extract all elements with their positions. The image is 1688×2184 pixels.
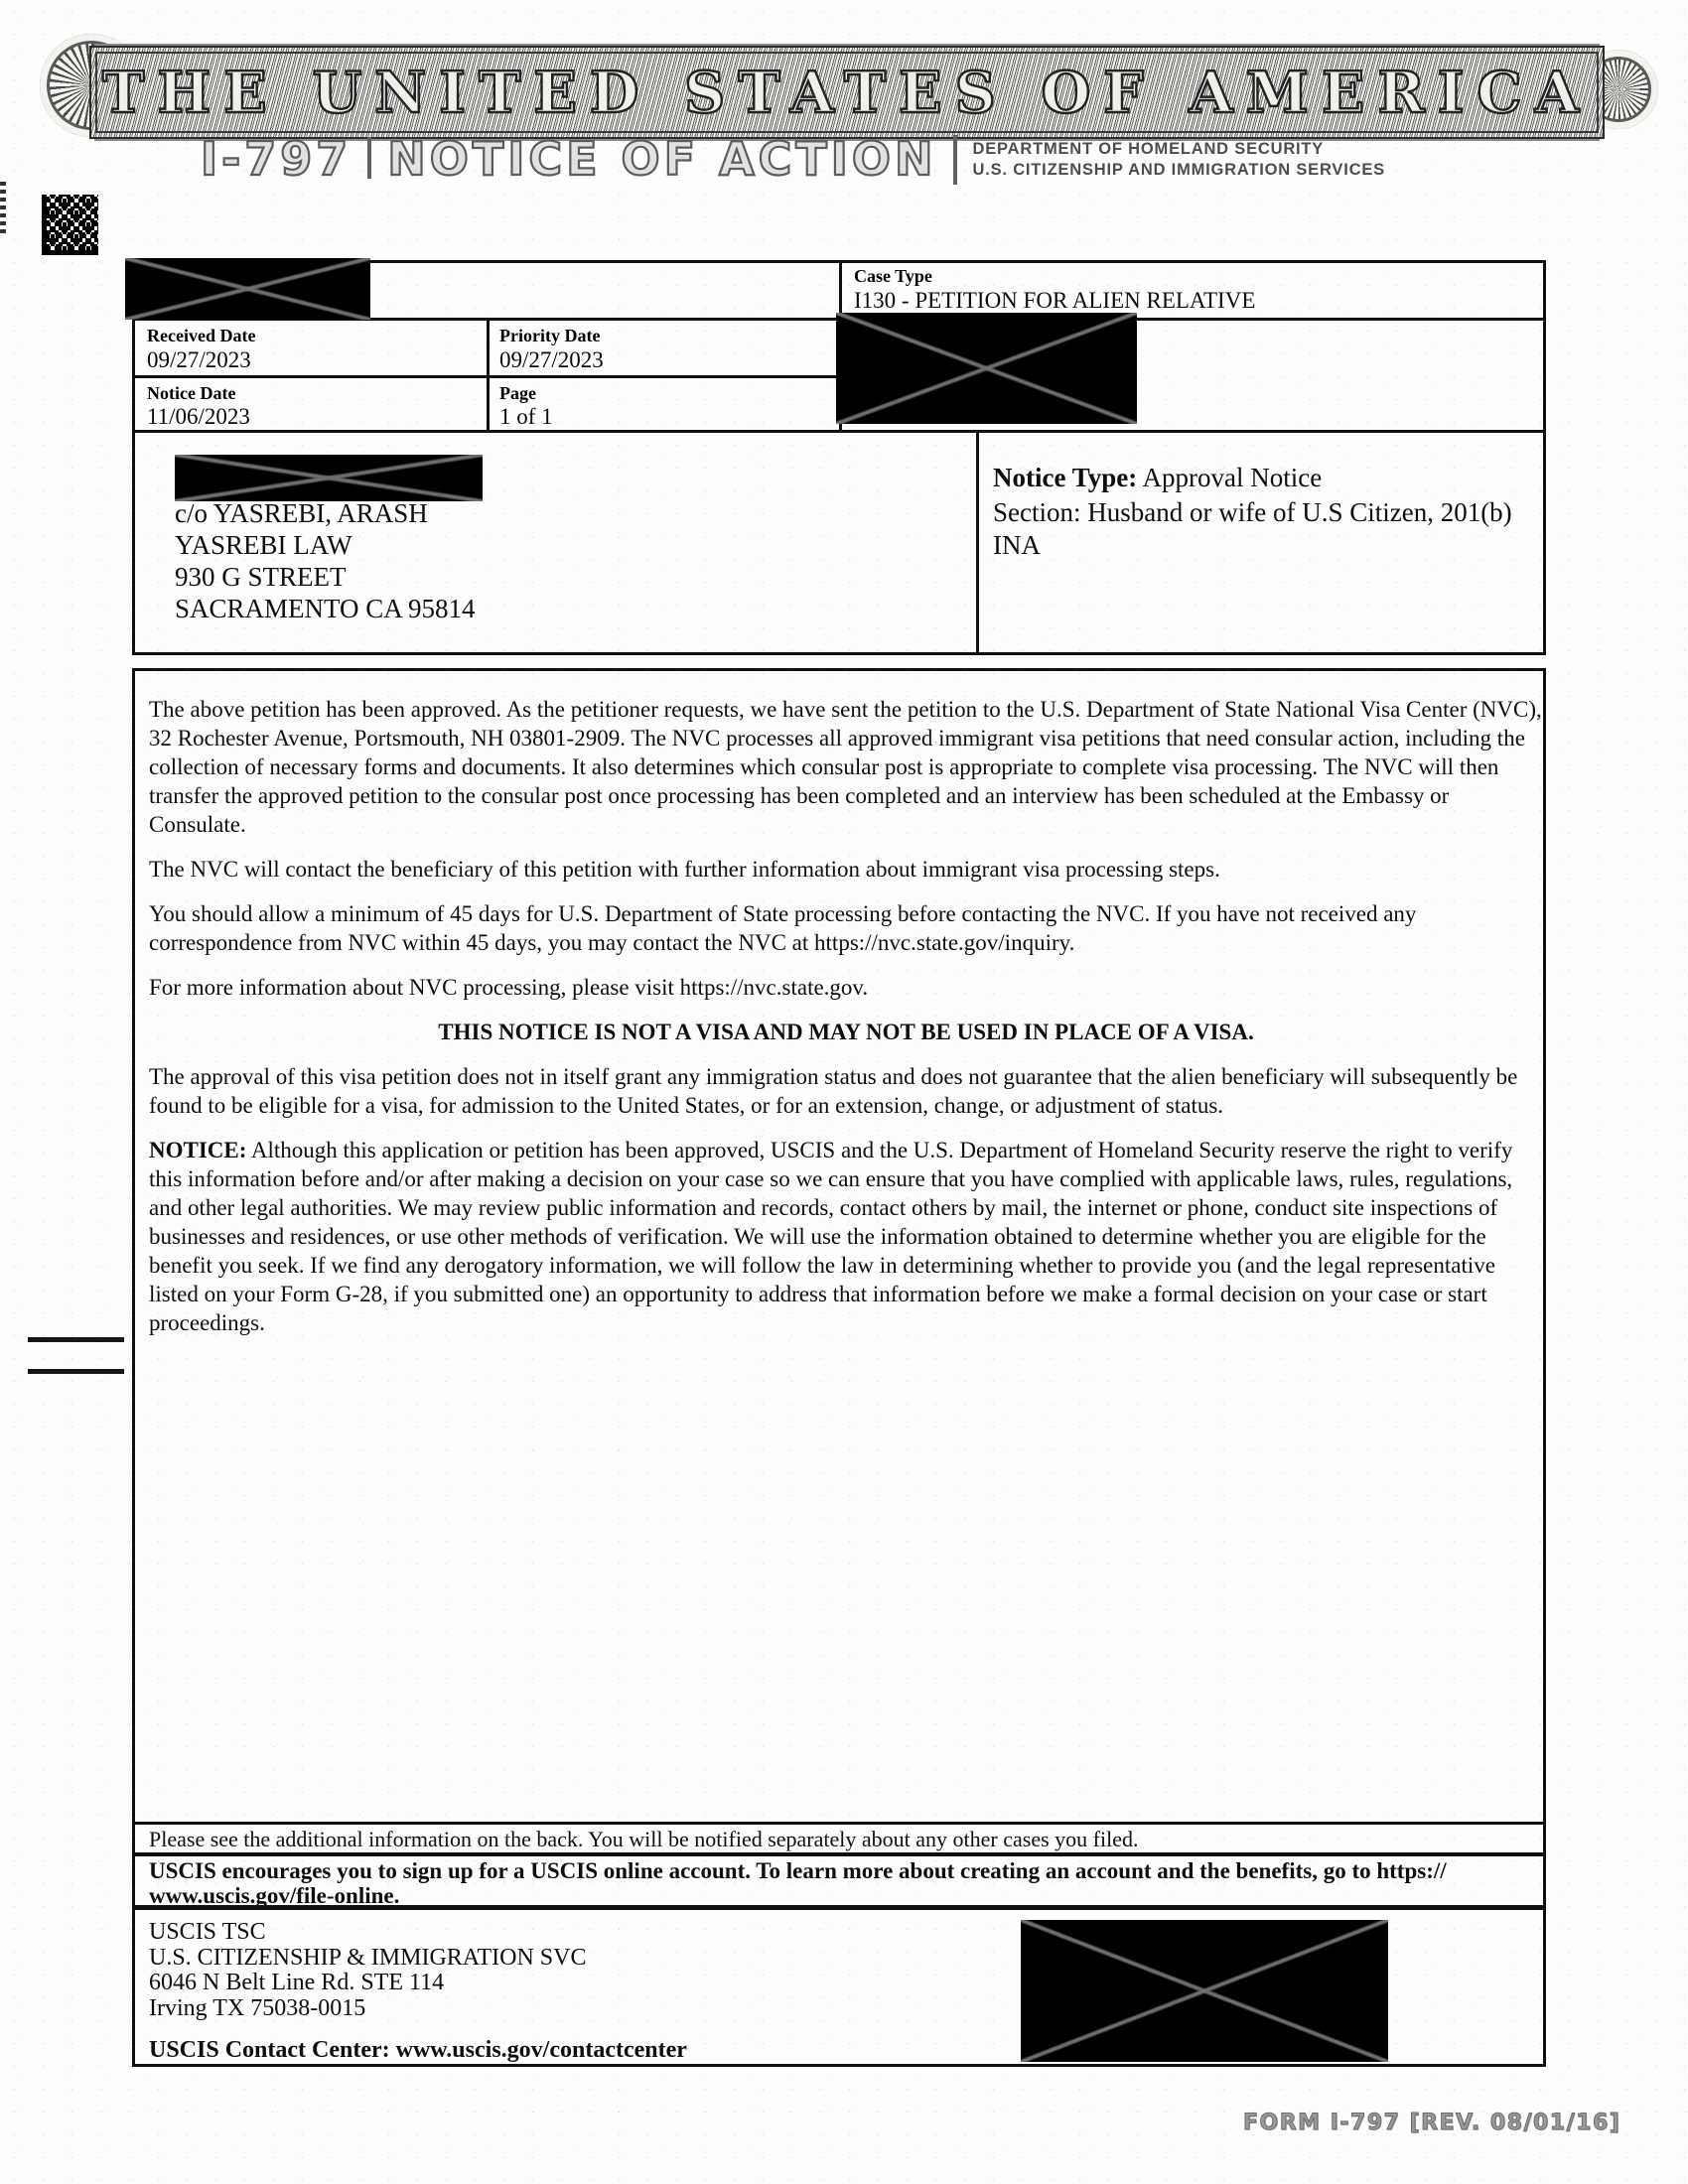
notice-date-value: 11/06/2023 [147,404,250,429]
heading-divider-icon [953,135,957,185]
agency-name [973,133,1385,181]
table-rule [487,318,490,433]
online-account-line1: USCIS encourages you to sign up for a USCIS online account. To learn more about creating an account and the benefits, go to https:// [149,1858,1447,1883]
uscis-office-block [149,1920,687,2064]
body-paragraph: The above petition has been approved. As the petitioner requests, we have sent the petition to the U.S. Department of State National Visa Center (NVC), 32 Rochester Avenue, Portsmouth, NH 03801-2909. The NVC processes all approved immigrant visa petitions that need consular action, including the collection of necessary forms and documents. It also determines which consular post is appropriate to complete visa processing. The NVC will then transfer the approved petition to the consular post once processing has been completed and an interview has been scheduled at the Embassy or Consulate. [149,697,1542,837]
recipient-line: SACRAMENTO CA 95814 [175,594,476,623]
margin-mark [28,1337,124,1342]
office-line: U.S. CITIZENSHIP & IMMIGRATION SVC [149,1944,587,1971]
notice-type [993,463,1322,493]
box-rule [132,1852,1546,1856]
datamatrix-barcode-icon [42,195,98,255]
heading-divider-icon [367,137,371,179]
section-value: Husband or wife of U.S Citizen, 201(b) INA [993,497,1512,560]
verification-notice-text: Although this application or petition has been approved, USCIS and the U.S. Department of Homeland Security reserve the right to verify this information before and/or after making a decision on your case so we can ensure that you have complied with applicable laws, rules, regulations, and other legal authorities. We may review public information and records, contact others by mail, the internet or phone, conduct site inspections of businesses and residences, or use other methods of verification. We will use the information obtained to determine whether you are eligible for the benefit you seek. If we find any derogatory information, we will follow the law in determining whether to provide you (and the legal representative listed on your Form G-28, if you submitted one) an opportunity to address that information before we make a formal decision on your case or start proceedings. [149,1138,1513,1335]
verification-notice [149,1136,1543,1337]
body-paragraph: You should allow a minimum of 45 days for U.S. Department of State processing before contacting the NVC. If you have not received any correspondence from NVC within 45 days, you may contact the NVC at https://nvc.state.gov/inquiry. [149,901,1417,955]
box-rule [132,1822,1546,1825]
redaction-box-beneficiary [836,313,1137,424]
notice-date-label: Notice Date [147,383,236,403]
office-line: USCIS TSC [149,1919,266,1945]
body-paragraph: For more information about NVC processing, please visit https://nvc.state.gov. [149,975,869,1000]
notice-section [993,496,1545,562]
margin-mark [28,1369,124,1374]
recipient-line: 930 G STREET [175,562,347,592]
priority-date-value: 09/27/2023 [499,347,604,372]
office-line: 6046 N Belt Line Rd. STE 114 [149,1970,445,1995]
approval-disclaimer: The approval of this visa petition does not in itself grant any immigration status and does not guarantee that the alien beneficiary will subsequently be found to be eligible for a visa, for admission to the United States, or for an extension, change, or adjustment of status. [149,1064,1518,1118]
received-date-label: Received Date [147,326,256,345]
recipient-line: YASREBI LAW [175,530,352,560]
online-account-line2: www.uscis.gov/file-online. [149,1883,400,1908]
us-banner [89,46,1605,139]
case-type-value: I130 - PETITION FOR ALIEN RELATIVE [854,288,1256,313]
notice-type-label: Notice Type: [993,463,1138,492]
recipient-line: c/o YASREBI, ARASH [175,498,428,528]
agency-line2: U.S. CITIZENSHIP AND IMMIGRATION SERVICES [972,161,1385,179]
page-value: 1 of 1 [499,404,553,429]
uscis-contact-center: USCIS Contact Center: www.uscis.gov/contactcenter [149,2037,687,2063]
body-paragraph: The NVC will contact the beneficiary of this petition with further information about immigrant visa processing steps. [149,857,1220,882]
notice-body-text [149,695,1543,1353]
priority-date-label: Priority Date [499,326,601,345]
page-label: Page [499,383,536,403]
form-title: NOTICE OF ACTION [387,132,937,186]
not-a-visa-warning: THIS NOTICE IS NOT A VISA AND MAY NOT BE USED IN PLACE OF A VISA. [438,1020,1254,1044]
table-rule [976,433,979,652]
form-revision-footer: FORM I-797 [REV. 08/01/16] [1243,2111,1621,2135]
redaction-box-receipt-number [125,258,370,320]
case-type-label: Case Type [854,266,932,286]
online-account-strip [149,1858,1543,1908]
additional-info-strip: Please see the additional information on the back. You will be notified separately about any other cases you filed. [149,1827,1139,1851]
office-line: Irving TX 75038-0015 [149,1994,366,2021]
section-label: Section: [993,497,1081,527]
banner-title: THE UNITED STATES OF AMERICA [102,59,1592,126]
received-date-value: 09/27/2023 [147,347,251,372]
form-heading [201,133,1385,185]
form-code: I-797 [201,132,352,186]
agency-line1: DEPARTMENT OF HOMELAND SECURITY [972,140,1325,158]
verification-notice-label: NOTICE: [149,1138,247,1162]
redaction-box-petitioner [175,455,483,501]
notice-type-value: Approval Notice [1142,463,1323,492]
scan-artifact [0,182,6,237]
